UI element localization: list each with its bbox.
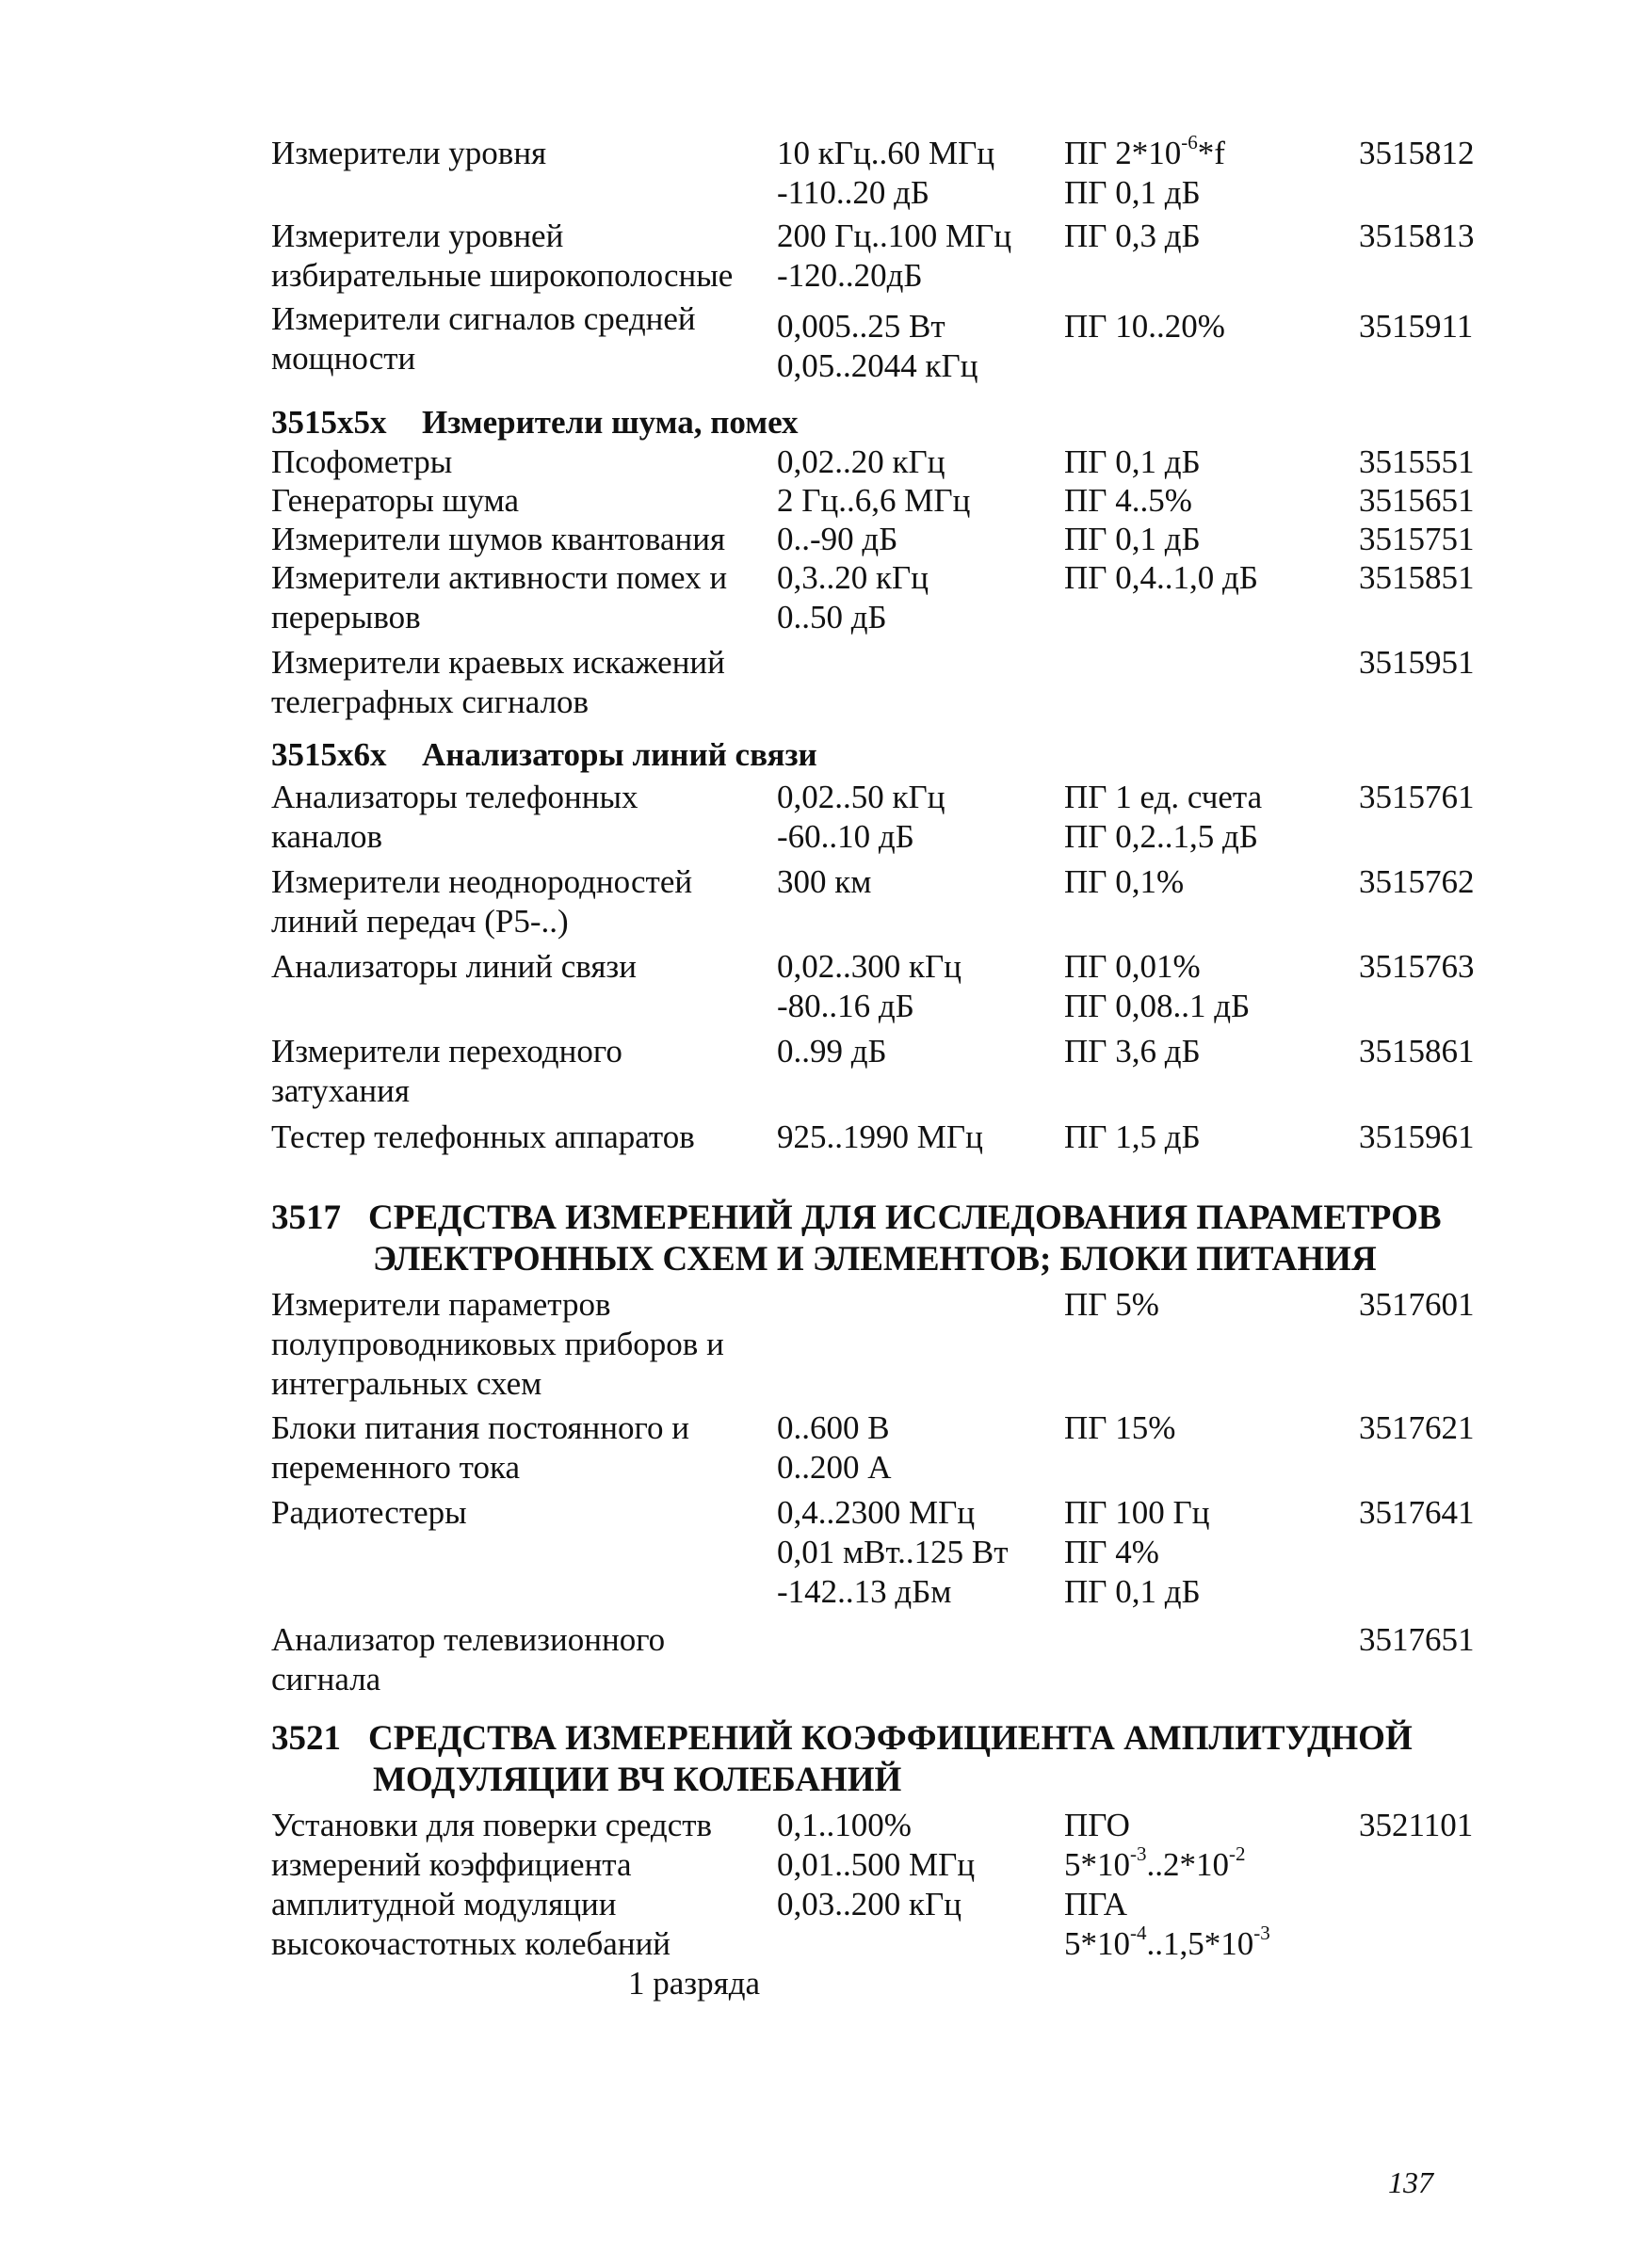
- error-limit: ПГО $5*10^{-3}..2*10^{-2}$ ПГА $5*10^{-4}..1,5*10^{-3}$: [1064, 1807, 1270, 1962]
- chapter-title-line-2: МОДУЛЯЦИИ ВЧ КОЛЕБАНИЙ: [373, 1761, 902, 1799]
- section-heading: [271, 735, 817, 775]
- measurement-range: 0,1..100% 0,01..500 МГц 0,03..200 кГц: [777, 1807, 976, 1922]
- measurement-range: 300 км: [777, 863, 872, 900]
- measurement-range: 0..600 В 0..200 А: [777, 1409, 892, 1486]
- error-limit: ПГ 0,1 дБ: [1064, 521, 1201, 557]
- measurement-range: 0,02..300 кГц -80..16 дБ: [777, 948, 961, 1024]
- classifier-code: 3517641: [1359, 1494, 1475, 1531]
- classifier-code: 3517601: [1359, 1286, 1475, 1323]
- error-limit: ПГ 0,01% ПГ 0,08..1 дБ: [1064, 948, 1251, 1024]
- error-limit: ПГ 0,1%: [1064, 863, 1185, 900]
- classifier-code: 3517651: [1359, 1621, 1475, 1658]
- device-name: Измерители переходного затухания: [271, 1033, 622, 1109]
- chapter-code: 3521: [271, 1719, 341, 1758]
- classifier-code: 3521101: [1359, 1807, 1474, 1843]
- measurement-range: 925..1990 МГц: [777, 1118, 983, 1155]
- classifier-code: 3515813: [1359, 217, 1475, 254]
- error-limit: ПГ 4..5%: [1064, 482, 1192, 519]
- section-code: 3515x6x: [271, 736, 387, 773]
- classifier-code: 3515761: [1359, 779, 1475, 815]
- device-name: Генераторы шума: [271, 482, 520, 519]
- device-name: Анализаторы телефонных каналов: [271, 779, 638, 855]
- device-name: Измерители краевых искажений телеграфных сигналов: [271, 644, 725, 720]
- classifier-code: 3515911: [1359, 308, 1474, 345]
- device-name: Измерители активности помех и перерывов: [271, 559, 728, 635]
- device-name: Анализатор телевизионного сигнала: [271, 1621, 666, 1697]
- classifier-code: 3515812: [1359, 135, 1475, 171]
- error-limit: ПГ 1,5 дБ: [1064, 1118, 1201, 1155]
- device-name: Измерители уровней избирательные широкополосные: [271, 217, 734, 294]
- classifier-code: 3515551: [1359, 443, 1475, 480]
- classifier-code: 3515651: [1359, 482, 1475, 519]
- measurement-range: 200 Гц..100 МГц -120..20дБ: [777, 217, 1012, 294]
- error-limit: ПГ 100 Гц ПГ 4% ПГ 0,1 дБ: [1064, 1494, 1210, 1610]
- chapter-title-line-1: СРЕДСТВА ИЗМЕРЕНИЙ ДЛЯ ИССЛЕДОВАНИЯ ПАРАМЕТРОВ: [368, 1198, 1442, 1237]
- measurement-range: 0..-90 дБ: [777, 521, 898, 557]
- classifier-code: 3515951: [1359, 644, 1475, 681]
- error-limit: ПГ 15%: [1064, 1409, 1176, 1446]
- device-name: Измерители уровня: [271, 135, 547, 171]
- section-title: Измерители шума, помех: [422, 404, 799, 441]
- section-title: Анализаторы линий связи: [422, 736, 817, 773]
- classifier-code: 3515851: [1359, 559, 1475, 596]
- measurement-range: 2 Гц..6,6 МГц: [777, 482, 971, 519]
- device-name: Радиотестеры: [271, 1494, 467, 1531]
- device-name: Анализаторы линий связи: [271, 948, 637, 985]
- error-limit: ПГ 1 ед. счета ПГ 0,2..1,5 дБ: [1064, 779, 1263, 855]
- error-limit: ПГ 3,6 дБ: [1064, 1033, 1201, 1070]
- measurement-range: 10 кГц..60 МГц -110..20 дБ: [777, 135, 995, 211]
- error-limit: ПГ 5%: [1064, 1286, 1159, 1323]
- error-limit: ПГ 0,4..1,0 дБ: [1064, 559, 1258, 596]
- device-name: Установки для поверки средств измерений коэффициента амплитудной модуляции высокочастотных колебаний: [271, 1807, 713, 1962]
- device-name: Измерители шумов квантования: [271, 521, 726, 557]
- device-name: Псофометры: [271, 443, 453, 480]
- classifier-code: 3515861: [1359, 1033, 1475, 1070]
- section-code: 3515x5x: [271, 404, 387, 441]
- measurement-range: 0,005..25 Вт 0,05..2044 кГц: [777, 308, 978, 384]
- device-name: Тестер телефонных аппаратов: [271, 1118, 695, 1155]
- device-name: Измерители параметров полупроводниковых приборов и интегральных схем: [271, 1286, 724, 1402]
- classifier-code: 3515961: [1359, 1118, 1475, 1155]
- chapter-code: 3517: [271, 1198, 341, 1237]
- error-limit: ПГ 0,1 дБ: [1064, 443, 1201, 480]
- classifier-code: 3515763: [1359, 948, 1475, 985]
- error-limit: ПГ 0,3 дБ: [1064, 217, 1201, 254]
- device-name: Блоки питания постоянного и переменного тока: [271, 1409, 689, 1486]
- footnote: 1 разряда: [628, 1965, 761, 2002]
- device-name: Измерители неоднородностей линий передач (Р5-..): [271, 863, 693, 940]
- measurement-range: 0,02..20 кГц: [777, 443, 945, 480]
- device-name: Измерители сигналов средней мощности: [271, 300, 696, 377]
- classifier-code: 3515762: [1359, 863, 1475, 900]
- error-limit: ПГ $2*10^{-6}*f$ ПГ 0,1 дБ: [1064, 131, 1225, 211]
- chapter-title-line-2: ЭЛЕКТРОННЫХ СХЕМ И ЭЛЕМЕНТОВ; БЛОКИ ПИТАНИЯ: [373, 1240, 1377, 1279]
- classifier-code: 3517621: [1359, 1409, 1475, 1446]
- classifier-code: 3515751: [1359, 521, 1475, 557]
- section-heading: [271, 403, 798, 442]
- measurement-range: 0,3..20 кГц 0..50 дБ: [777, 559, 929, 635]
- measurement-range: 0,4..2300 МГц 0,01 мВт..125 Вт -142..13 дБм: [777, 1494, 1009, 1610]
- page-number: 137: [1388, 2165, 1433, 2199]
- chapter-title-line-1: СРЕДСТВА ИЗМЕРЕНИЙ КОЭФФИЦИЕНТА АМПЛИТУДНОЙ: [368, 1719, 1413, 1758]
- measurement-range: 0..99 дБ: [777, 1033, 887, 1070]
- error-limit: ПГ 10..20%: [1064, 308, 1225, 345]
- measurement-range: 0,02..50 кГц -60..10 дБ: [777, 779, 945, 855]
